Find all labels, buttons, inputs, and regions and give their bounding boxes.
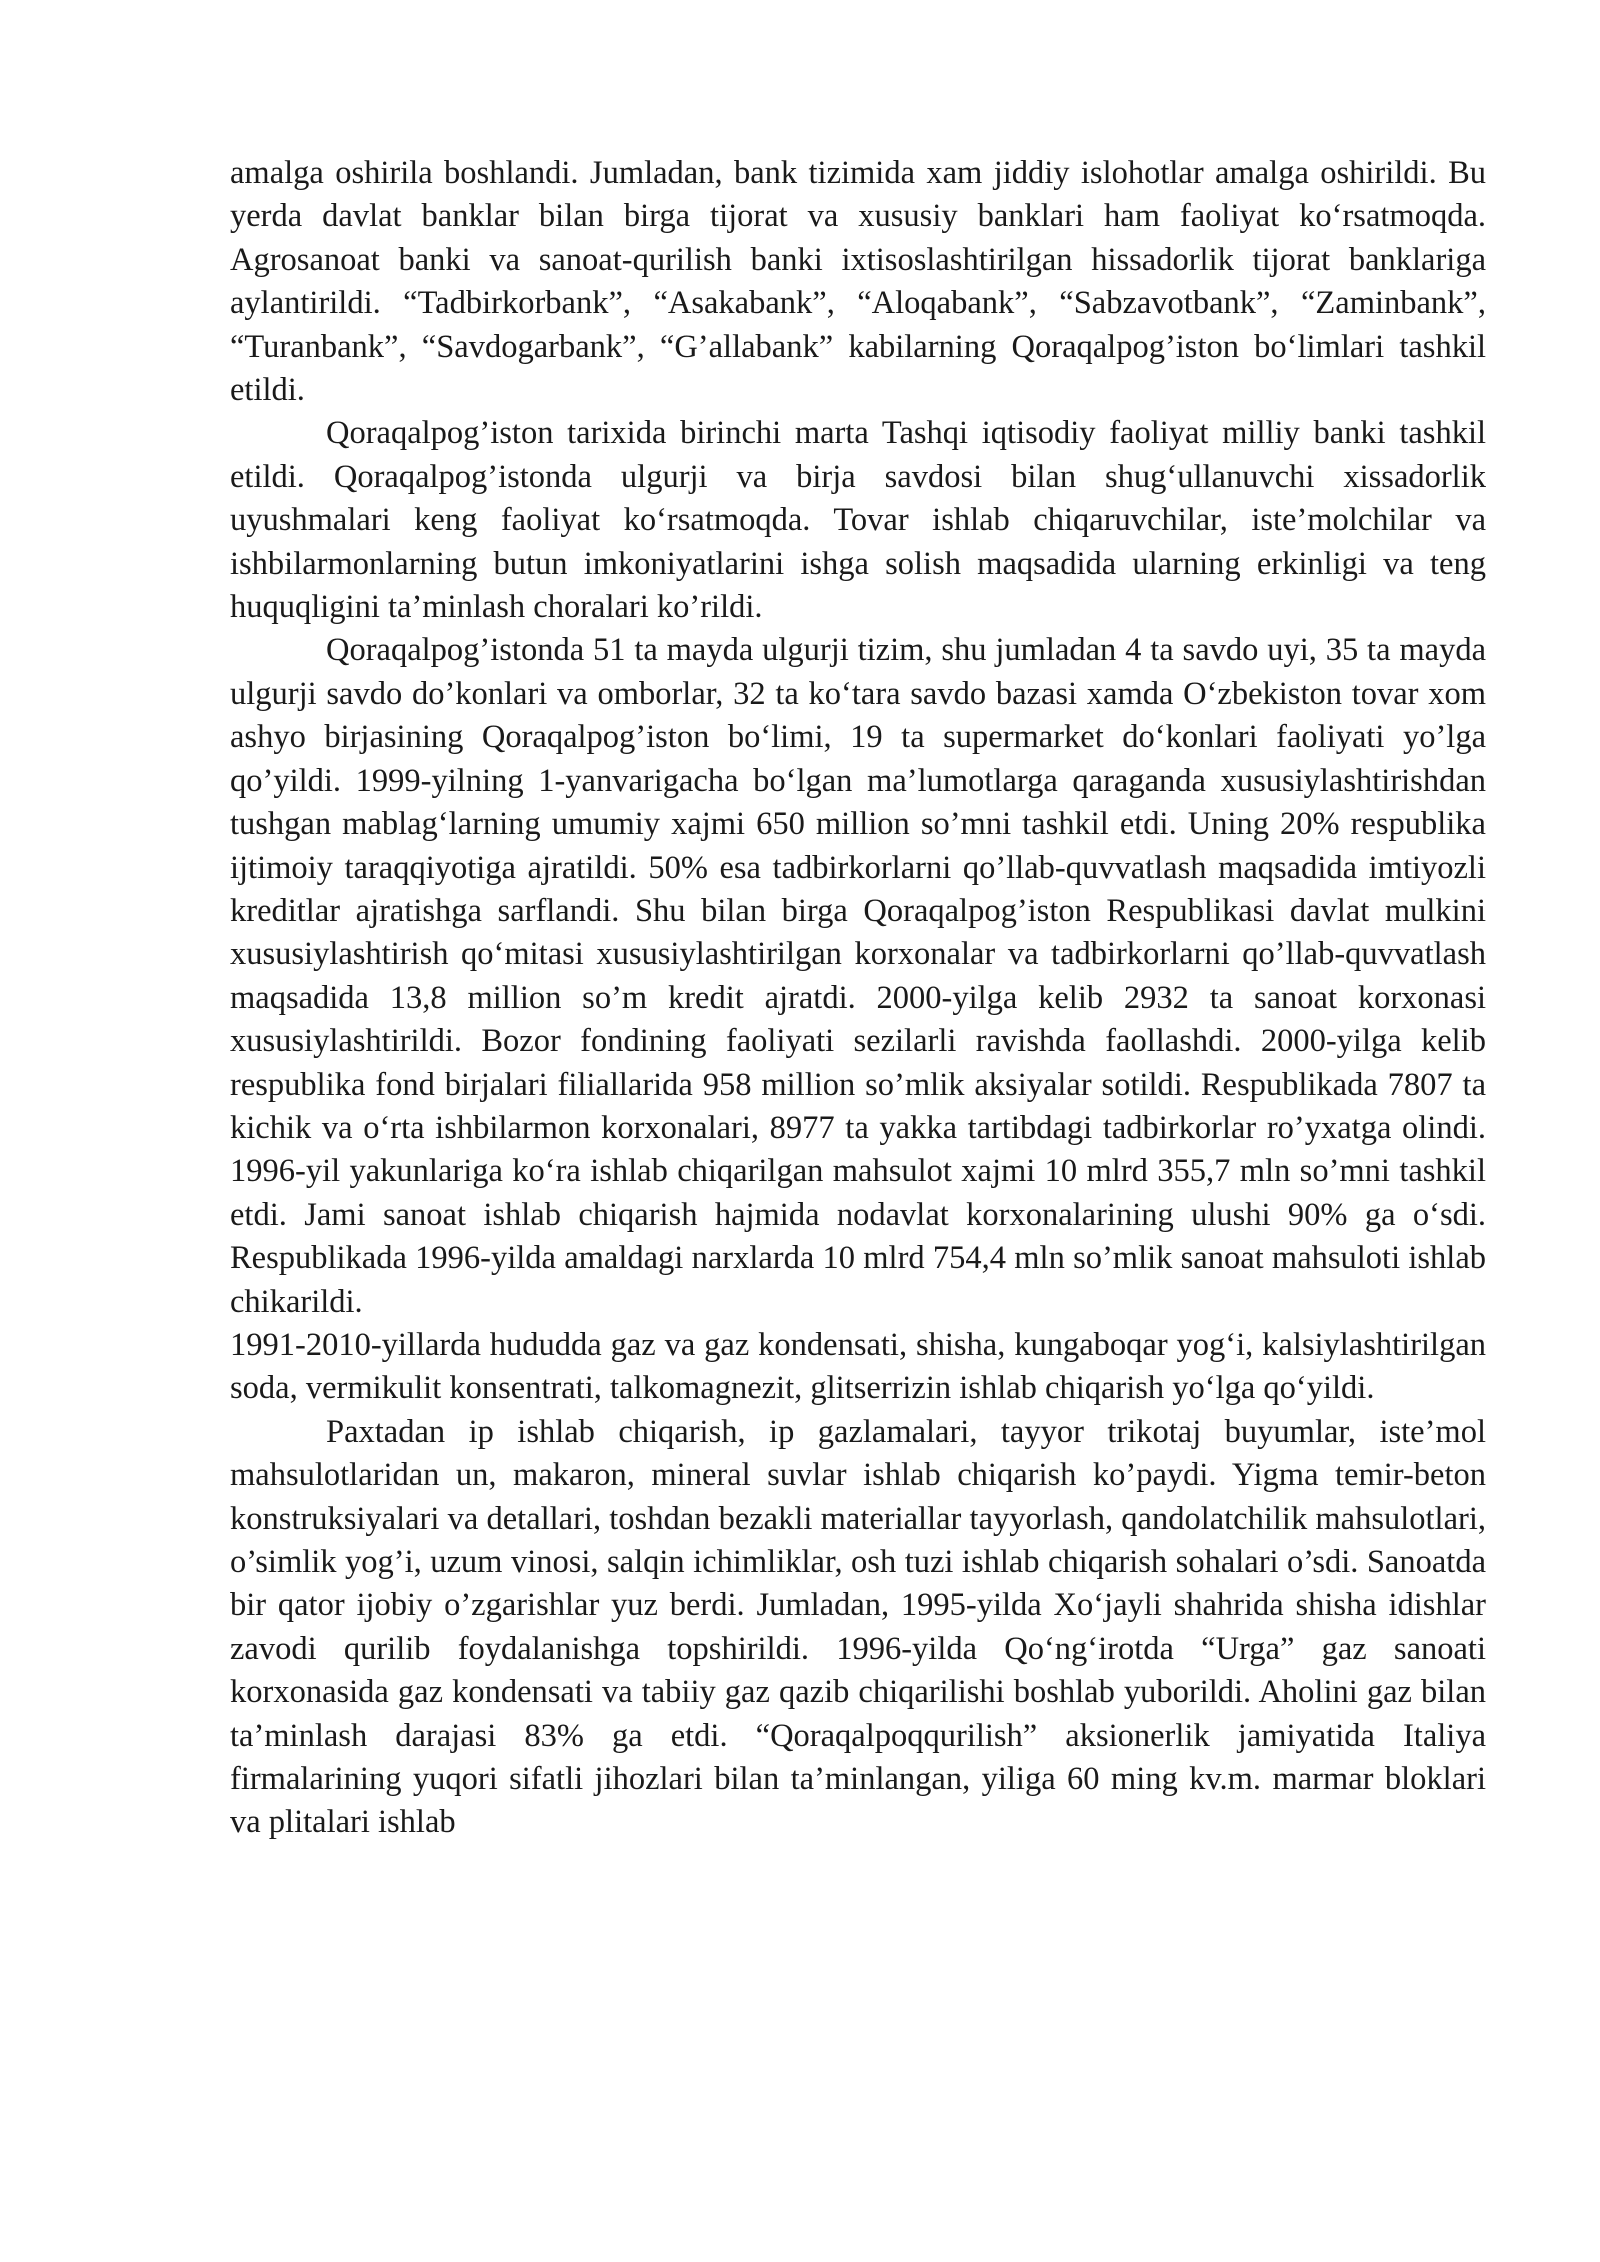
paragraph-production-1991-2010: 1991-2010-yillarda hududda gaz va gaz kondensati, shisha, kungaboqar yog‘i, kalsiylashtirilgan soda, vermikulit konsentrati, talkomagnezit, glitserrizin ishlab chiqarish yo‘lga qo‘yildi.	[230, 1326, 1486, 1407]
paragraph-industry-growth: Paxtadan ip ishlab chiqarish, ip gazlamalari, tayyor trikotaj buyumlar, iste’mol mahsulotlaridan un, makaron, mineral suvlar ishlab chiqarish ko’paydi. Yigma temir-beton konstruksiyalari va detallari, toshdan bezakli materiallar tayyorlash, qandolatchilik mahsulotlari, o’simlik yog’i, uzum vinosi, salqin ichimliklar, osh tuzi ishlab chiqarish sohalari o’sdi. Sanoatda bir qator ijobiy o’zgarishlar yuz berdi. Jumladan, 1995-yilda Xo‘jayli shahrida shisha idishlar zavodi qurilib foydalanishga topshirildi. 1996-yilda Qo‘ng‘irotda “Urga” gaz sanoati korxonasida gaz kondensati va tabiiy gaz qazib chiqarilishi boshlab yuborildi. Aholini gaz bilan ta’minlash darajasi 83% ga etdi. “Qoraqalpoqqurilish” aksionerlik jamiyatida Italiya firmalarining yuqori sifatli jihozlari bilan ta’minlangan, yiliga 60 ming kv.m. marmar bloklari va plitalari ishlab	[230, 1413, 1486, 1841]
paragraph-foreign-trade-bank: Qoraqalpog’iston tarixida birinchi marta Tashqi iqtisodiy faoliyat milliy banki tashkil etildi. Qoraqalpog’istonda ulgurji va birja savdosi bilan shug‘ullanuvchi xissadorlik uyushmalari keng faoliyat ko‘rsatmoqda. Tovar ishlab chiqaruvchilar, iste’molchilar va ishbilarmonlarning butun imkoniyatlarini ishga solish maqsadida ularning erkinligi va teng huquqligini ta’minlash choralari ko’rildi.	[230, 415, 1486, 626]
paragraph-banks: amalga oshirila boshlandi. Jumladan, bank tizimida xam jiddiy islohotlar amalga oshirildi. Bu yerda davlat banklar bilan birga tijorat va xususiy banklari ham faoliyat ko‘rsatmoqda. Agrosanoat banki va sanoat-qurilish banki ixtisoslashtirilgan hissadorlik tijorat banklariga aylantirildi. “Tadbirkorbank”, “Asakabank”, “Aloqabank”, “Sabzavotbank”, “Zaminbank”, “Turanbank”, “Savdogarbank”, “G’allabank” kabilarning Qoraqalpog’iston bo‘limlari tashkil etildi.	[230, 155, 1486, 409]
paragraph-wholesale-privatization: Qoraqalpog’istonda 51 ta mayda ulgurji tizim, shu jumladan 4 ta savdo uyi, 35 ta mayda ulgurji savdo do’konlari va omborlar, 32 ta ko‘tara savdo bazasi xamda O‘zbekiston tovar xom ashyo birjasining Qoraqalpog’iston bo‘limi, 19 ta supermarket do‘konlari faoliyati yo’lga qo’yildi. 1999-yilning 1-yanvarigacha bo‘lgan ma’lumotlarga qaraganda xususiylashtirishdan tushgan mablag‘larning umumiy xajmi 650 million so’mni tashkil etdi. Uning 20% respublika ijtimoiy taraqqiyotiga ajratildi. 50% esa tadbirkorlarni qo’llab-quvvatlash maqsadida imtiyozli kreditlar ajratishga sarflandi. Shu bilan birga Qoraqalpog’iston Respublikasi davlat mulkini xususiylashtirish qo‘mitasi xususiylashtirilgan korxonalar va tadbirkorlarni qo’llab-quvvatlash maqsadida 13,8 million so’m kredit ajratdi. 2000-yilga kelib 2932 ta sanoat korxonasi xususiylashtirildi. Bozor fondining faoliyati sezilarli ravishda faollashdi. 2000-yilga kelib respublika fond birjalari filiallarida 958 million so’mlik aksiyalar sotildi. Respublikada 7807 ta kichik va o‘rta ishbilarmon korxonalari, 8977 ta yakka tartibdagi tadbirkorlar ro’yxatga olindi. 1996-yil yakunlariga ko‘ra ishlab chiqarilgan mahsulot xajmi 10 mlrd 355,7 mln so’mni tashkil etdi. Jami sanoat ishlab chiqarish hajmida nodavlat korxonalarining ulushi 90% ga o‘sdi. Respublikada 1996-yilda amaldagi narxlarda 10 mlrd 754,4 mln so’mlik sanoat mahsuloti ishlab chikarildi.	[230, 632, 1486, 1320]
document-page	[230, 152, 1486, 1845]
